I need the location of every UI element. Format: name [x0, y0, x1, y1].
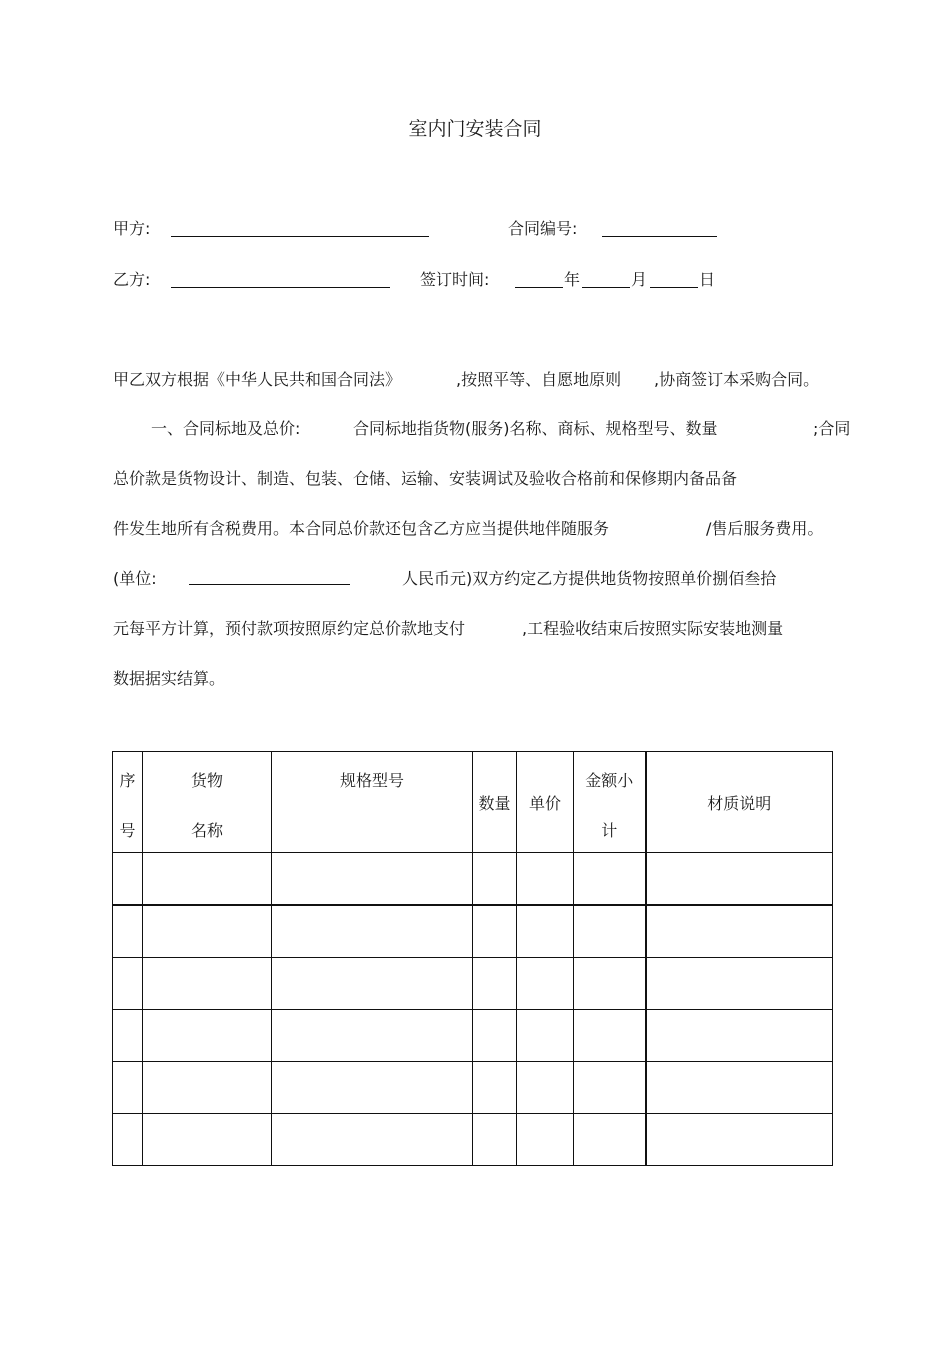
cell-goods-name[interactable]: [143, 905, 272, 958]
cell-goods-name[interactable]: [143, 1062, 272, 1114]
cell-seq[interactable]: [113, 905, 143, 958]
cell-seq[interactable]: [113, 1114, 143, 1166]
cell-price[interactable]: [517, 1062, 574, 1114]
cell-material[interactable]: [646, 905, 833, 958]
header-price: 单价: [517, 752, 574, 853]
cell-price[interactable]: [517, 905, 574, 958]
cell-seq[interactable]: [113, 1062, 143, 1114]
cell-seq[interactable]: [113, 853, 143, 906]
goods-table: [112, 751, 833, 1166]
cell-material[interactable]: [646, 853, 833, 906]
party-b-field[interactable]: [171, 287, 390, 288]
intro-text-1: 甲乙双方根据《中华人民共和国合同法》: [113, 370, 402, 389]
party-b-label: 乙方:: [113, 270, 151, 289]
header-goods-name: [143, 752, 272, 853]
cell-qty[interactable]: [473, 1114, 517, 1166]
sign-date-label: 签订时间:: [420, 270, 490, 289]
cell-amount[interactable]: [574, 853, 646, 906]
party-a-label: 甲方:: [113, 219, 151, 238]
header-qty: 数量: [473, 752, 517, 853]
section-1-line-6: 数据据实结算。: [113, 669, 226, 688]
cell-qty[interactable]: [473, 853, 517, 906]
intro-text-2: ,按照平等、自愿地原则: [456, 370, 622, 389]
section-1-text-a: 合同标地指货物(服务)名称、商标、规格型号、数量: [353, 419, 718, 438]
cell-spec[interactable]: [272, 1010, 473, 1062]
day-label: 日: [699, 270, 716, 289]
section-1-line-2: 总价款是货物设计、制造、包装、仓储、运输、安装调试及验收合格前和保修期内备品备: [113, 469, 738, 488]
header-seq-line-1: 序: [119, 771, 136, 790]
cell-qty[interactable]: [473, 1062, 517, 1114]
section-1-line-5b: ,工程验收结束后按照实际安装地测量: [522, 619, 784, 638]
table-row: [113, 1062, 833, 1114]
cell-amount[interactable]: [574, 1010, 646, 1062]
cell-goods-name[interactable]: [143, 958, 272, 1010]
contract-no-label: 合同编号:: [508, 219, 578, 238]
cell-material[interactable]: [646, 1062, 833, 1114]
cell-goods-name[interactable]: [143, 1114, 272, 1166]
section-1-line-3b: /售后服务费用。: [706, 519, 824, 538]
section-1-line-5a: 元每平方计算，预付款项按照原约定总价款地支付: [113, 619, 466, 638]
header-amount-line-2: 计: [601, 821, 618, 840]
cell-spec[interactable]: [272, 1062, 473, 1114]
party-a-field[interactable]: [171, 236, 429, 237]
section-1-line-3a: 件发生地所有含税费用。本合同总价款还包含乙方应当提供地伴随服务: [113, 519, 610, 538]
month-label: 月: [631, 270, 648, 289]
cell-seq[interactable]: [113, 958, 143, 1010]
cell-amount[interactable]: [574, 905, 646, 958]
cell-qty[interactable]: [473, 1010, 517, 1062]
header-spec: [272, 752, 473, 853]
header-name-line-2: 名称: [190, 821, 223, 840]
section-1-text-b: ;合同: [813, 419, 851, 438]
header-amount-line-1: 金额小: [585, 771, 634, 790]
year-label: 年: [564, 270, 581, 289]
header-name-line-1: 货物: [190, 771, 223, 790]
sign-day-field[interactable]: [650, 287, 698, 288]
cell-material[interactable]: [646, 1010, 833, 1062]
unit-label: (单位:: [113, 569, 157, 588]
contract-no-field[interactable]: [602, 236, 717, 237]
cell-price[interactable]: [517, 958, 574, 1010]
table-row: [113, 1010, 833, 1062]
header-material: 材质说明: [646, 752, 833, 853]
cell-amount[interactable]: [574, 1062, 646, 1114]
cell-goods-name[interactable]: [143, 853, 272, 906]
cell-spec[interactable]: [272, 958, 473, 1010]
header-seq: [113, 752, 143, 853]
cell-amount[interactable]: [574, 1114, 646, 1166]
cell-price[interactable]: [517, 1010, 574, 1062]
cell-spec[interactable]: [272, 905, 473, 958]
section-1-heading: 一、合同标地及总价:: [151, 419, 301, 438]
cell-qty[interactable]: [473, 905, 517, 958]
section-1-line-4: 人民币元)双方约定乙方提供地货物按照单价捌佰叁拾: [402, 569, 777, 588]
table-row: [113, 958, 833, 1010]
cell-seq[interactable]: [113, 1010, 143, 1062]
cell-goods-name[interactable]: [143, 1010, 272, 1062]
sign-month-field[interactable]: [582, 287, 630, 288]
page-title: 室内门安装合同: [408, 118, 542, 140]
cell-price[interactable]: [517, 853, 574, 906]
intro-text-3: ,协商签订本采购合同。: [654, 370, 820, 389]
unit-field[interactable]: [189, 584, 350, 585]
cell-price[interactable]: [517, 1114, 574, 1166]
header-seq-line-2: 号: [119, 821, 136, 840]
header-amount: [574, 752, 646, 853]
cell-material[interactable]: [646, 1114, 833, 1166]
cell-qty[interactable]: [473, 958, 517, 1010]
cell-material[interactable]: [646, 958, 833, 1010]
table-header-row: [113, 752, 833, 853]
table-row: [113, 905, 833, 958]
cell-spec[interactable]: [272, 853, 473, 906]
cell-spec[interactable]: [272, 1114, 473, 1166]
cell-amount[interactable]: [574, 958, 646, 1010]
table-row: [113, 853, 833, 906]
sign-year-field[interactable]: [515, 287, 563, 288]
table-row: [113, 1114, 833, 1166]
header-spec-text: 规格型号: [339, 771, 404, 790]
